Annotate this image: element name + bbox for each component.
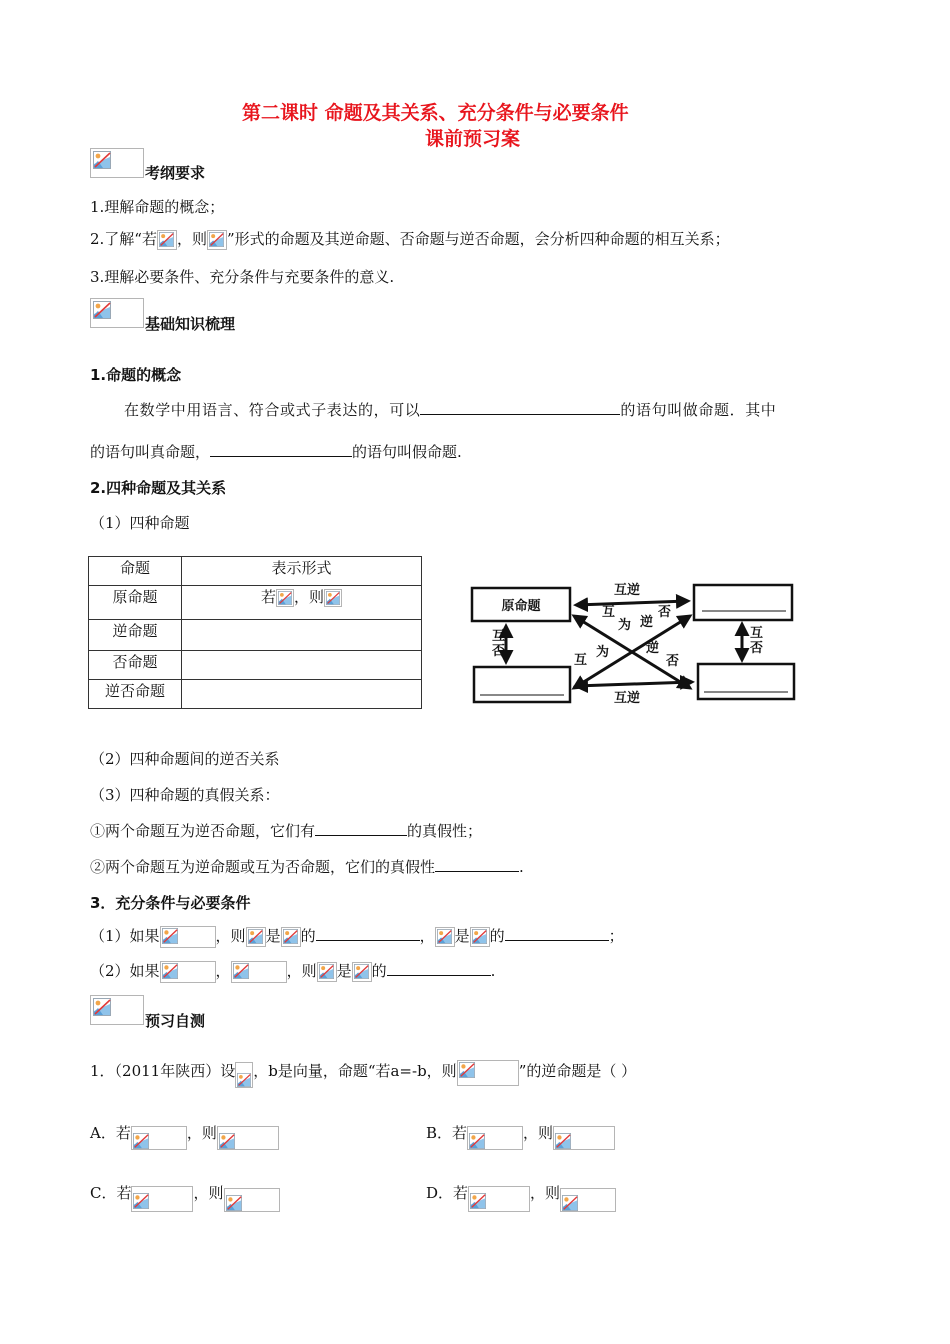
label-left-hu: 互 xyxy=(492,629,506,644)
option-text: ，则 xyxy=(523,1124,554,1142)
condition-text: ； xyxy=(608,927,624,945)
fill-blank[interactable] xyxy=(505,926,609,941)
table-cell: 否命题 xyxy=(89,651,182,680)
option-a[interactable] xyxy=(90,1122,279,1150)
formula-image xyxy=(317,962,337,982)
propositions-table xyxy=(88,556,422,709)
broken-image-icon xyxy=(278,591,292,605)
section-icon-image xyxy=(90,298,144,328)
concept-heading: 1.命题的概念 xyxy=(90,366,182,384)
table-row xyxy=(89,586,422,620)
broken-image-icon xyxy=(248,929,263,944)
syllabus-item-2 xyxy=(90,228,730,250)
condition-text: ， xyxy=(215,962,231,980)
broken-image-icon xyxy=(209,232,224,247)
fill-blank[interactable] xyxy=(435,857,519,872)
section-icon-image xyxy=(90,148,144,178)
broken-image-icon xyxy=(437,929,452,944)
formula-image xyxy=(470,927,490,947)
option-text: A．若 xyxy=(90,1124,131,1142)
option-b[interactable] xyxy=(426,1122,615,1150)
broken-image-icon xyxy=(354,964,369,979)
broken-image-icon xyxy=(469,1133,485,1149)
section-heading-syllabus: 考纲要求 xyxy=(145,164,206,182)
box-negation[interactable] xyxy=(474,667,570,702)
four-propositions-sub-2: （2）四种命题间的逆否关系 xyxy=(90,750,280,768)
formula-image xyxy=(467,1126,523,1150)
table-row xyxy=(89,680,422,709)
fill-blank[interactable] xyxy=(210,442,352,457)
four-propositions-sub-1: （1）四种命题 xyxy=(90,514,190,532)
section-icon-image xyxy=(90,995,144,1025)
option-text: ，则 xyxy=(530,1184,561,1202)
condition-text: 是 xyxy=(265,927,281,945)
relation-text: 的真假性； xyxy=(407,822,483,840)
table-row xyxy=(89,557,422,586)
section-heading-basics: 基础知识梳理 xyxy=(145,315,236,333)
concept-line-2 xyxy=(90,441,462,462)
table-cell xyxy=(182,586,422,620)
broken-image-icon xyxy=(162,928,178,944)
condition-text: 是 xyxy=(454,927,470,945)
formula-image xyxy=(560,1188,616,1212)
broken-image-icon xyxy=(459,1062,475,1078)
formula-image xyxy=(468,1186,530,1212)
formula-image xyxy=(131,1126,187,1150)
label-bottom: 互逆 xyxy=(614,691,641,706)
formula-image xyxy=(160,961,216,983)
label-right-fou: 否 xyxy=(750,641,764,656)
four-propositions-diagram xyxy=(462,574,808,710)
condition-text: . xyxy=(490,962,496,980)
condition-line-2 xyxy=(90,960,495,983)
formula-image xyxy=(246,927,266,947)
option-text: C．若 xyxy=(90,1184,132,1202)
formula-image xyxy=(157,230,177,250)
formula-image xyxy=(207,230,227,250)
four-propositions-heading: 2.四种命题及其关系 xyxy=(90,479,227,497)
formula-image xyxy=(217,1126,279,1150)
formula-image xyxy=(435,927,455,947)
syllabus-item-2-text-a: 2.了解“若 xyxy=(90,230,157,248)
broken-image-icon xyxy=(237,1073,251,1087)
box-original-label: 原命题 xyxy=(501,599,541,614)
label-diag2-fou: 否 xyxy=(658,605,672,620)
syllabus-item-1: 1.理解命题的概念； xyxy=(90,198,225,216)
relation-text: ①两个命题互为逆否命题，它们有 xyxy=(90,822,316,840)
relation-text: ②两个命题互为逆命题或互为否命题，它们的真假性 xyxy=(90,858,436,876)
broken-image-icon xyxy=(562,1195,578,1211)
table-header: 命题 xyxy=(89,557,182,586)
truth-relation-2 xyxy=(90,856,524,877)
syllabus-item-3: 3.理解必要条件、充分条件与充要条件的意义. xyxy=(90,268,395,286)
condition-text: 是 xyxy=(336,962,352,980)
broken-image-icon xyxy=(226,1195,242,1211)
broken-image-icon xyxy=(93,998,111,1016)
formula-image xyxy=(231,961,287,983)
concept-text: 在数学中用语言、符合或式子表达的，可以 xyxy=(124,401,421,419)
table-cell[interactable] xyxy=(182,680,422,709)
arrow-bottom xyxy=(576,682,692,686)
broken-image-icon xyxy=(326,591,340,605)
arrow-top xyxy=(576,601,688,605)
broken-image-icon xyxy=(555,1133,571,1149)
broken-image-icon xyxy=(93,301,111,319)
table-cell[interactable] xyxy=(182,651,422,680)
broken-image-icon xyxy=(133,1133,149,1149)
concept-text: 的语句叫做命题．其中 xyxy=(620,401,777,419)
table-row xyxy=(89,651,422,680)
question-text: ，b是向量，命题“若a=-b，则 xyxy=(253,1062,457,1080)
fill-blank[interactable] xyxy=(316,926,420,941)
broken-image-icon xyxy=(93,151,111,169)
form-text: ，则 xyxy=(294,588,325,606)
table-cell[interactable] xyxy=(182,620,422,651)
formula-image xyxy=(553,1126,615,1150)
table-row xyxy=(89,620,422,651)
concept-line-1 xyxy=(124,399,776,420)
formula-image xyxy=(224,1188,280,1212)
concept-text: 的语句叫假命题. xyxy=(352,443,462,461)
table-cell: 原命题 xyxy=(89,586,182,620)
formula-image xyxy=(457,1060,519,1086)
fill-blank[interactable] xyxy=(387,961,491,976)
condition-text: ， xyxy=(419,927,435,945)
question-1 xyxy=(90,1060,636,1088)
label-diag2-hu: 互 xyxy=(574,653,588,668)
label-diag2-wei: 为 xyxy=(596,645,610,660)
condition-text: ，则 xyxy=(215,927,246,945)
section-heading-selftest: 预习自测 xyxy=(145,1012,206,1030)
broken-image-icon xyxy=(470,1193,486,1209)
broken-image-icon xyxy=(283,929,298,944)
broken-image-icon xyxy=(162,963,178,979)
option-text: ，则 xyxy=(193,1184,224,1202)
box-converse[interactable] xyxy=(694,585,792,620)
broken-image-icon xyxy=(159,232,174,247)
broken-image-icon xyxy=(472,929,487,944)
table-cell: 逆命题 xyxy=(89,620,182,651)
broken-image-icon xyxy=(233,963,249,979)
four-propositions-sub-3: （3）四种命题的真假关系： xyxy=(90,786,280,804)
condition-text: 的 xyxy=(371,962,387,980)
label-diag1-ni: 逆 xyxy=(646,641,660,656)
label-diag1-wei: 为 xyxy=(618,618,632,633)
concept-text: 的语句叫真命题， xyxy=(90,443,211,461)
condition-text: （2）如果 xyxy=(90,962,160,980)
label-diag1-hu: 互 xyxy=(602,605,616,620)
condition-line-1 xyxy=(90,925,624,948)
question-text: 1．（2011年陕西）设 xyxy=(90,1062,236,1080)
condition-text: 的 xyxy=(300,927,316,945)
condition-text: 的 xyxy=(489,927,505,945)
form-text: 若 xyxy=(260,588,276,606)
formula-image xyxy=(352,962,372,982)
formula-image xyxy=(235,1062,253,1088)
page-title: 第二课时 命题及其关系、充分条件与必要条件 xyxy=(242,102,629,124)
condition-text: ，则 xyxy=(286,962,317,980)
table-header: 表示形式 xyxy=(182,557,422,586)
truth-relation-1 xyxy=(90,820,482,841)
fill-blank[interactable] xyxy=(420,400,620,415)
formula-image xyxy=(160,926,216,948)
syllabus-item-2-text-c: ”形式的命题及其逆命题、否命题与逆否命题，会分析四种命题的相互关系； xyxy=(227,230,730,248)
label-left-fou: 否 xyxy=(492,644,506,659)
option-d[interactable] xyxy=(426,1182,616,1212)
option-text: ，则 xyxy=(186,1124,217,1142)
formula-image xyxy=(324,589,342,607)
option-c[interactable] xyxy=(90,1182,280,1212)
box-contrapositive[interactable] xyxy=(698,664,794,699)
option-text: D．若 xyxy=(426,1184,469,1202)
fill-blank[interactable] xyxy=(315,821,407,836)
broken-image-icon xyxy=(319,964,334,979)
option-text: B．若 xyxy=(426,1124,468,1142)
broken-image-icon xyxy=(133,1193,149,1209)
broken-image-icon xyxy=(219,1133,235,1149)
syllabus-item-2-text-b: ，则 xyxy=(176,230,207,248)
label-diag2-ni: 逆 xyxy=(640,615,654,630)
page-subtitle: 课前预习案 xyxy=(425,128,521,150)
table-cell: 逆否命题 xyxy=(89,680,182,709)
relation-text: . xyxy=(519,858,524,876)
question-text: ”的逆命题是（ ） xyxy=(518,1062,637,1080)
formula-image xyxy=(276,589,294,607)
label-diag1-fou: 否 xyxy=(666,654,680,669)
condition-heading: 3．充分条件与必要条件 xyxy=(90,894,251,912)
condition-text: （1）如果 xyxy=(90,927,160,945)
formula-image xyxy=(281,927,301,947)
label-right-hu: 互 xyxy=(750,626,764,641)
formula-image xyxy=(131,1186,193,1212)
label-top: 互逆 xyxy=(614,583,641,598)
